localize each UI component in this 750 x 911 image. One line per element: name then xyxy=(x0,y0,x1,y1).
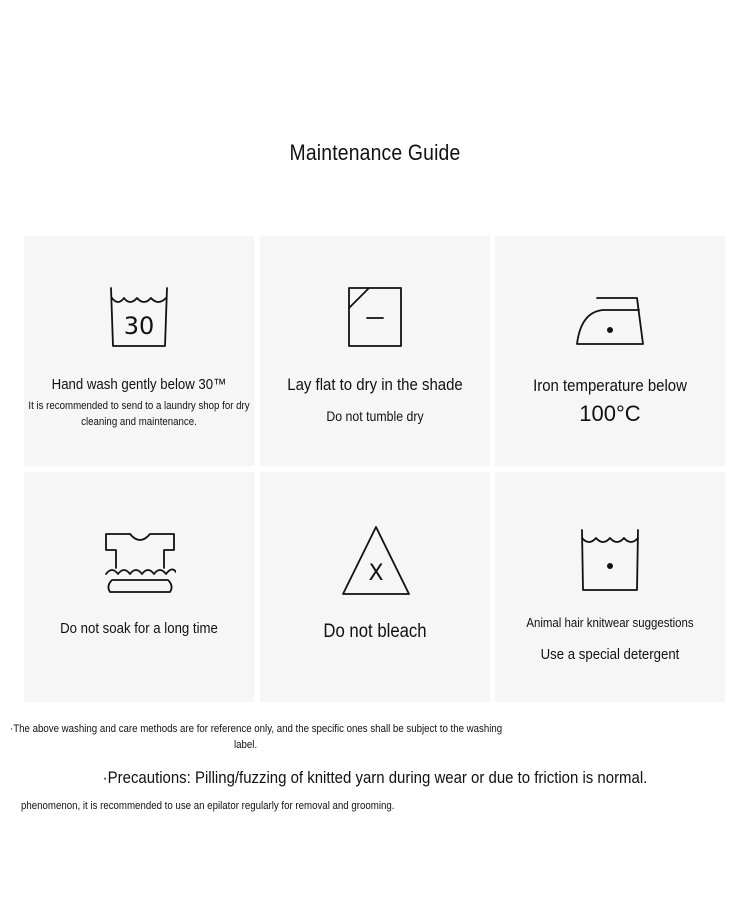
care-card-line2: It is recommended to send to a laundry shop for dry cleaning and maintenance. xyxy=(28,400,250,428)
page-title: Maintenance Guide xyxy=(289,140,461,165)
no-long-soak-icon xyxy=(104,530,176,594)
care-card-iron xyxy=(495,236,725,466)
reference-note: ·The above washing and care methods are for reference only, and the specific ones shall be subject to the washing xyxy=(10,723,503,735)
care-card-line1: Lay flat to dry in the shade xyxy=(287,375,463,394)
care-card-no-soak xyxy=(24,472,254,702)
care-card-dry-flat xyxy=(260,236,490,466)
care-card-no-bleach xyxy=(260,472,490,702)
iron-low-temp-icon xyxy=(575,294,645,358)
dry-flat-shade-icon xyxy=(345,286,405,350)
care-card-line2: Do not tumble dry xyxy=(326,408,424,424)
iron-temperature: 100°C xyxy=(579,401,641,426)
care-card-line1: Iron temperature below xyxy=(533,376,687,395)
do-not-bleach-icon xyxy=(340,524,412,588)
care-card-detergent xyxy=(495,472,725,702)
care-card-line1: Do not soak for a long time xyxy=(60,620,218,637)
svg-text:X: X xyxy=(368,561,384,586)
reference-note-cont: label. xyxy=(234,739,258,751)
care-card-line1: Hand wash gently below 30™ xyxy=(51,376,227,393)
svg-text:30: 30 xyxy=(123,312,155,340)
special-detergent-icon xyxy=(580,528,640,592)
precautions-note: ·Precautions: Pilling/fuzzing of knitted yarn during wear or due to friction is normal. xyxy=(102,768,648,787)
hand-wash-30-icon xyxy=(109,284,169,348)
care-card-line1: Animal hair knitwear suggestions xyxy=(526,615,694,630)
care-card-line2: Use a special detergent xyxy=(540,646,680,663)
care-card-hand-wash xyxy=(24,236,254,466)
care-card-line1: Do not bleach xyxy=(323,621,427,642)
precautions-note-cont: phenomenon, it is recommended to use an epilator regularly for removal and grooming. xyxy=(21,800,395,812)
